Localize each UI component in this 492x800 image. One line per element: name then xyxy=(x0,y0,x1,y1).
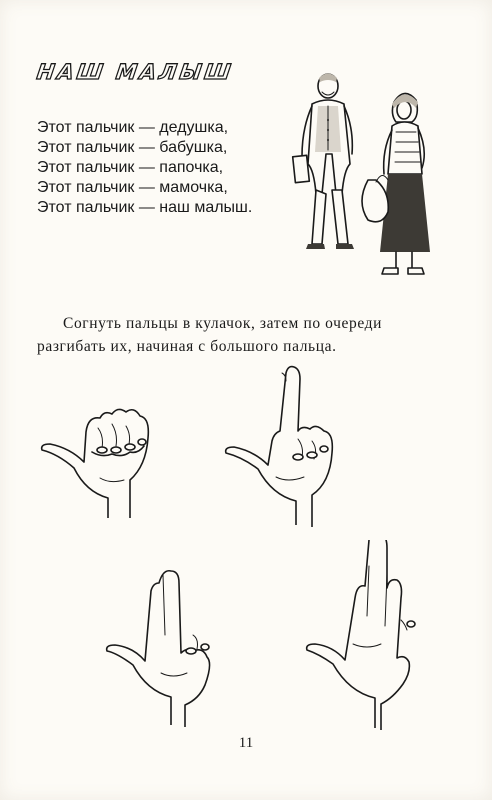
poem-line: Этот пальчик — наш малыш. xyxy=(37,199,253,216)
exercise-instruction: Согнуть пальцы в кулачок, затем по очереди разгибать их, начиная с большого пальца. xyxy=(37,315,382,355)
hand-index-extended-illustration xyxy=(220,365,350,527)
poem-title: НАШ МАЛЫШ xyxy=(35,60,236,84)
elders-illustration xyxy=(288,70,448,285)
grandmother-figure xyxy=(362,93,430,274)
hand-two-fingers-extended-illustration xyxy=(105,555,235,727)
poem-line: Этот пальчик — дедушка, xyxy=(37,119,229,136)
poem-line: Этот пальчик — мамочка, xyxy=(37,179,228,196)
page-number: 11 xyxy=(238,735,254,751)
hand-thumb-extended-illustration xyxy=(40,392,170,520)
grandfather-figure xyxy=(293,74,354,250)
poem-line: Этот пальчик — папочка, xyxy=(37,159,224,176)
hand-three-fingers-extended-illustration xyxy=(305,540,435,730)
poem-text xyxy=(37,118,252,218)
poem-line: Этот пальчик — бабушка, xyxy=(37,139,228,156)
